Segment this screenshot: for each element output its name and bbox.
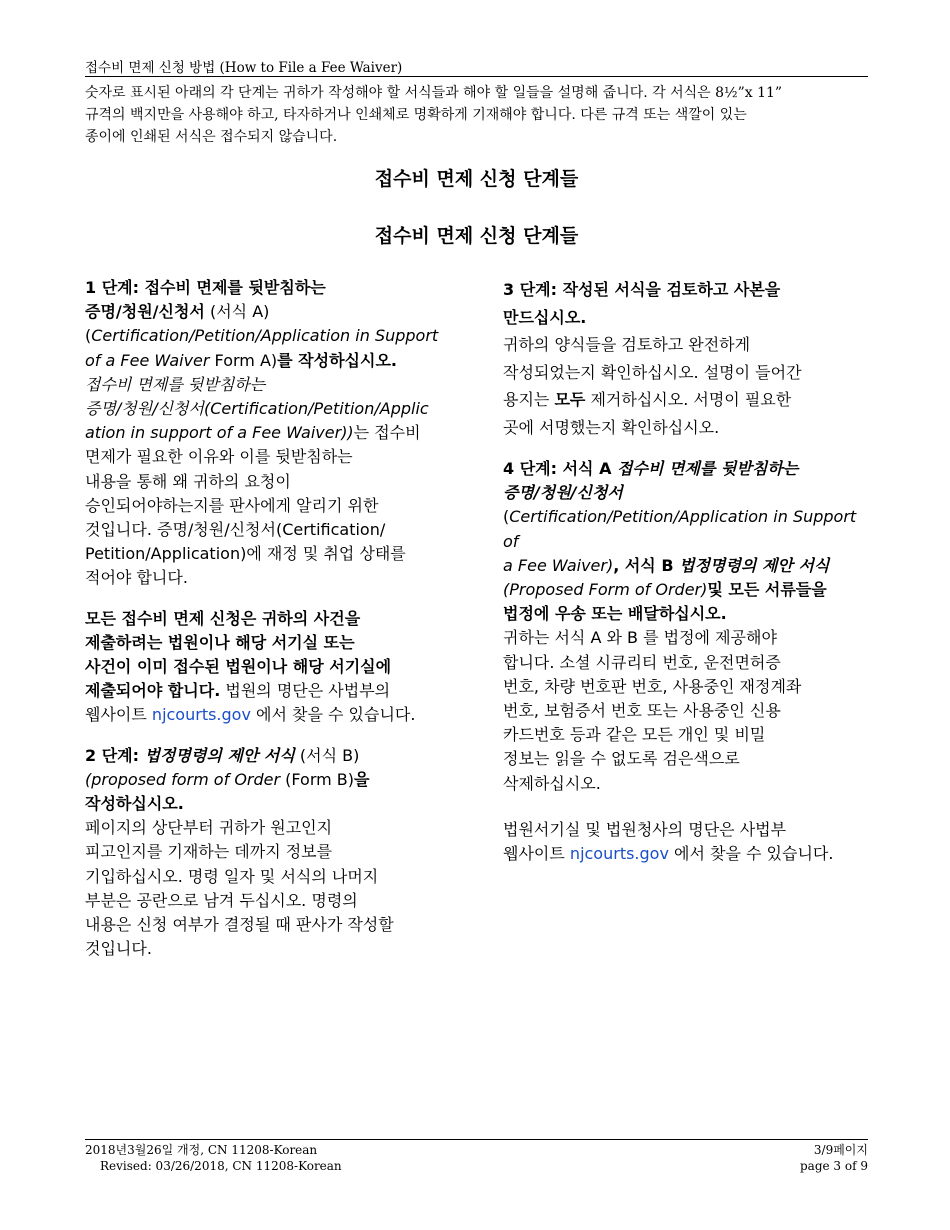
step-2-body-line: 피고인지를 기재하는 데까지 정보를 [85, 842, 333, 862]
step-2 [85, 744, 455, 962]
step-2-body-line: 기입하십시오. 명령 일자 및 서식의 나머지 [85, 866, 379, 886]
step-1-english-name: Certification/Petition/Application in Support [91, 326, 439, 346]
step-1-english-name-cont: of a Fee Waiver [85, 350, 210, 370]
intro-line: 종이에 인쇄된 서식은 접수되지 않습니다. [85, 129, 338, 145]
step-4-heading-line [503, 578, 868, 602]
note-line [85, 679, 455, 703]
step-4-body-line: 귀하는 서식 A 와 B 를 법정에 제공해야 [503, 628, 777, 648]
njcourts-link[interactable]: njcourts.gov [151, 705, 251, 725]
step-4-heading-line [503, 457, 868, 481]
intro-line: 숫자로 표시된 아래의 각 단계는 귀하가 작성해야 할 서식들과 해야 할 일들을 설명해 줍니다. 각 서식은 8½”x 11” [85, 85, 783, 101]
step-4-body-line: 번호, 차량 번호판 번호, 사용중인 재정계좌 [503, 676, 802, 696]
paren: ( [503, 507, 510, 527]
step-2-label: 2 단계: [85, 745, 145, 765]
step-2-heading-line [85, 768, 455, 792]
step-1-note [85, 607, 455, 728]
step-1-body-line: 적어야 합니다. [85, 568, 188, 588]
note-line: 모든 접수비 면제 신청은 귀하의 사건을 [85, 608, 361, 628]
footer-revision-english: Revised: 03/26/2018, CN 11208-Korean [100, 1159, 342, 1173]
section-title: 접수비 면제 신청 단계들 [374, 168, 579, 190]
note-line: 제출하려는 법원이나 해당 서기실 또는 [85, 632, 355, 652]
page-number-korean: 3/9페이지 [813, 1143, 868, 1157]
step-3 [503, 276, 868, 441]
step-1-heading-line [85, 324, 455, 348]
step-1-body-line: 접수비 면제를 뒷받침하는 [85, 374, 266, 394]
step-1-heading-line [85, 300, 455, 324]
step-4-body-line: 정보는 읽을 수 없도록 검은색으로 [503, 749, 740, 769]
step-3-body-line [503, 386, 868, 414]
step-1-body-line [85, 421, 455, 445]
step-2-heading-line [85, 744, 455, 768]
step-1-body-line: Petition/Application)에 재정 및 취업 상태를 [85, 544, 406, 564]
note-text: 에서 찾을 수 있습니다. [668, 844, 834, 864]
step-2-form-label-en: (Form B) [280, 769, 354, 789]
step-4-heading-line [503, 505, 868, 553]
step-1-body-line: 승인되어야하는지를 판사에게 알리기 위한 [85, 495, 379, 515]
footer-divider [85, 1139, 868, 1140]
step-4 [503, 457, 868, 796]
note-text: 웹사이트 [503, 844, 570, 864]
step-1-heading-line [85, 349, 455, 373]
njcourts-link[interactable]: njcourts.gov [569, 844, 669, 864]
note-text: 에서 찾을 수 있습니다. [250, 705, 416, 725]
step-1-action: 를 작성하십시오. [277, 350, 397, 370]
note-line: 사건이 이미 접수된 법원이나 해당 서기실에 [85, 657, 392, 677]
step-1-body-line: 면제가 필요한 이유와 이를 뒷받침하는 [85, 447, 353, 467]
step-1-heading-line: 1 단계: 접수비 면제를 뒷받침하는 [85, 278, 326, 297]
step-3-heading-line: 만드십시오. [503, 307, 587, 327]
step-4-body-line: 합니다. 소셜 시큐리티 번호, 운전면허증 [503, 652, 781, 672]
step-3-text: 제거하십시오. 서명이 필요한 [585, 390, 792, 409]
step-4-form-b-label: , 서식 B [613, 555, 680, 575]
note-line [503, 842, 868, 866]
right-column [503, 276, 868, 882]
step-3-bold: 모두 [554, 390, 586, 409]
step-2-body-line: 내용은 신청 여부가 결정될 때 판사가 작성할 [85, 915, 394, 935]
step-1-form-label-en: Form A) [209, 350, 278, 370]
note-text: 웹사이트 [85, 705, 152, 725]
step-4-heading-line [503, 554, 868, 578]
section-title: 접수비 면제 신청 단계들 [374, 225, 579, 247]
step-1-form-label: (서식 A) [204, 302, 270, 322]
step-2-form-label: (서식 B) [294, 745, 360, 765]
footer-page-number [800, 1142, 868, 1174]
step-4-english-name-cont: a Fee Waiver) [503, 555, 614, 575]
step-2-particle: 을 [354, 769, 370, 789]
step-4-note [503, 818, 868, 866]
paren: ( [85, 326, 92, 346]
step-4-heading-line: 증명/청원/신청서 [503, 483, 623, 503]
step-1-body-line: 내용을 통해 왜 귀하의 요청이 [85, 471, 291, 491]
footer-revision [85, 1142, 342, 1174]
step-4-form-a-name: 접수비 면제를 뒷받침하는 [617, 459, 799, 478]
step-1 [85, 276, 455, 591]
note-text: 법원의 명단은 사법부의 [220, 681, 391, 701]
step-1-body-line: 것입니다. 증명/청원/신청서(Certification/ [85, 520, 386, 540]
note-line: 법원서기실 및 법원청사의 명단은 사법부 [503, 819, 787, 839]
intro-line: 규격의 백지만을 사용해야 하고, 타자하거나 인쇄체로 명확하게 기재해야 합니다. 다른 규격 또는 색깔이 있는 [85, 107, 747, 123]
note-line [85, 703, 455, 727]
step-4-label: 4 단계: 서식 A [503, 459, 618, 478]
step-3-text: 용지는 [503, 390, 555, 409]
header-divider [85, 76, 868, 77]
footer-revision-korean: 2018년3월26일 개정, CN 11208-Korean [85, 1143, 318, 1157]
step-2-body-line: 것입니다. [85, 939, 152, 959]
step-3-body-line: 곳에 서명했는지 확인하십시오. [503, 417, 720, 437]
step-1-form-name: 증명/청원/신청서 [85, 302, 205, 322]
step-3-heading-line: 3 단계: 작성된 서식을 검토하고 사본을 [503, 280, 781, 299]
left-column [85, 276, 455, 977]
running-header: 접수비 면제 신청 방법 (How to File a Fee Waiver) [85, 60, 403, 76]
step-3-body-line: 귀하의 양식들을 검토하고 완전하게 [503, 335, 751, 354]
page-number-english: page 3 of 9 [800, 1159, 868, 1173]
step-2-english-name: (proposed form of Order [85, 769, 281, 789]
step-3-body-line: 작성되었는지 확인하십시오. 설명이 들어간 [503, 362, 802, 382]
step-4-form-b-english: (Proposed Form of Order) [503, 580, 708, 600]
step-1-body-text: 는 접수비 [353, 423, 421, 443]
step-1-body-line: 증명/청원/신청서(Certification/Petition/Applic [85, 399, 429, 419]
step-1-body-italic: ation in support of a Fee Waiver)) [85, 423, 354, 443]
note-bold: 제출되어야 합니다. [85, 681, 221, 701]
step-4-heading-line: 법정에 우송 또는 배달하십시오. [503, 604, 727, 624]
intro-paragraph [85, 82, 868, 148]
step-4-english-name: Certification/Petition/Application in Support of [503, 507, 857, 551]
step-4-action: 및 모든 서류들을 [707, 580, 827, 600]
step-2-body-line: 부분은 공란으로 남겨 두십시오. 명령의 [85, 890, 358, 910]
step-2-body-line: 페이지의 상단부터 귀하가 원고인지 [85, 818, 333, 838]
step-4-form-b-name: 법정명령의 제안 서식 [679, 555, 830, 575]
step-4-body-line: 삭제하십시오. [503, 773, 601, 793]
step-4-body-line: 번호, 보험증서 번호 또는 사용중인 신용 [503, 701, 781, 721]
step-2-heading-line: 작성하십시오. [85, 794, 184, 814]
step-4-body-line: 카드번호 등과 같은 모든 개인 및 비밀 [503, 725, 766, 745]
step-2-form-name: 법정명령의 제안 서식 [144, 745, 295, 765]
